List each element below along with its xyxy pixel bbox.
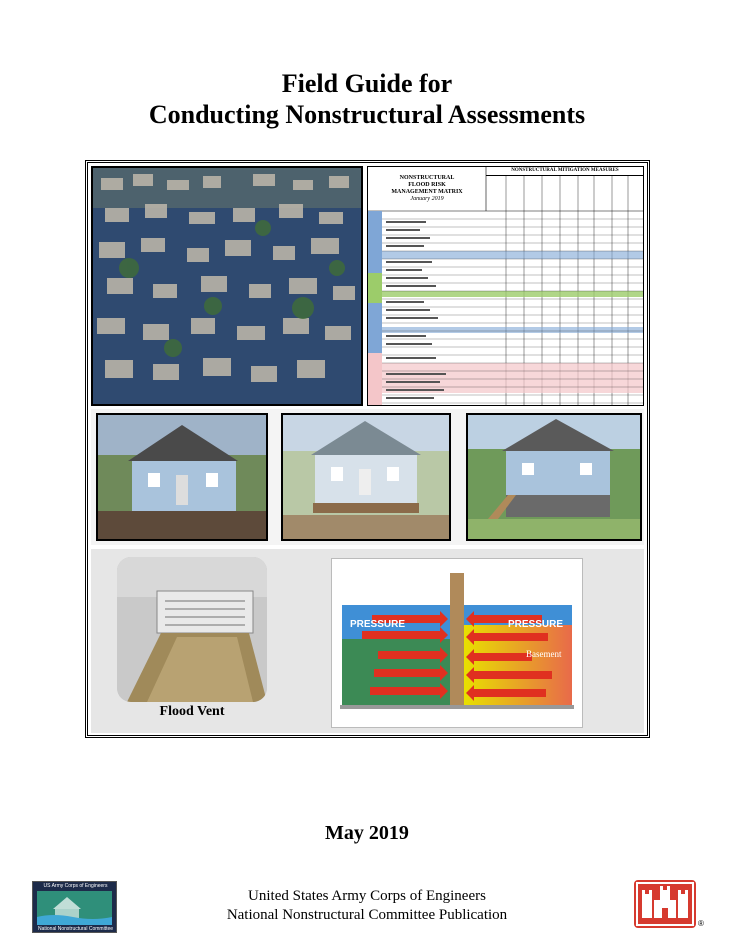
castle-icon-graphic xyxy=(634,880,696,928)
logo-left-top-text: US Army Corps of Engineers xyxy=(43,883,108,889)
matrix-title-line-3: MANAGEMENT MATRIX xyxy=(391,189,463,195)
publisher-line-2: National Nonstructural Committee Publication xyxy=(226,907,508,923)
logo-left-graphic xyxy=(33,889,116,929)
registered-mark: ® xyxy=(698,919,704,928)
house-photo-elevated xyxy=(281,413,451,541)
hydrostatic-pressure-diagram xyxy=(331,558,583,728)
pressure-label-right: PRESSURE xyxy=(508,619,564,630)
title-line-1: Field Guide for xyxy=(281,69,453,98)
house-photos-row xyxy=(91,409,644,545)
pressure-label-left: PRESSURE xyxy=(350,619,406,630)
matrix-header: NONSTRUCTURAL MITIGATION MEASURES xyxy=(486,167,644,176)
house-raised-graphic xyxy=(468,415,640,539)
pressure-diagram-graphic xyxy=(332,559,582,727)
matrix-title-line-4: January 2019 xyxy=(410,196,444,202)
publisher-line-1: United States Army Corps of Engineers xyxy=(248,888,486,904)
flooded-neighborhood-photo xyxy=(91,166,363,406)
title-line-2: Conducting Nonstructural Assessments xyxy=(148,100,586,129)
publication-date: May 2019 xyxy=(325,822,409,844)
flood-photo-graphic xyxy=(93,168,361,404)
cover-image-frame xyxy=(85,160,650,738)
house-photo-original xyxy=(96,413,268,541)
house-photo-raised-foundation xyxy=(466,413,642,541)
house-original-graphic xyxy=(98,415,266,539)
basement-label: Basement xyxy=(526,649,562,659)
matrix-title-line-1: NONSTRUCTURAL xyxy=(399,175,455,181)
logo-left-bottom-text: National Nonstructural Committee xyxy=(37,926,114,932)
matrix-title-line-2: FLOOD RISK xyxy=(408,182,446,188)
castle-icon xyxy=(634,880,696,928)
flood-vent-photo xyxy=(117,557,267,702)
national-nonstructural-committee-logo xyxy=(32,881,117,933)
house-elevated-graphic xyxy=(283,415,449,539)
top-image-row xyxy=(91,166,644,406)
bottom-figures-row xyxy=(91,549,644,733)
matrix-grid xyxy=(368,167,644,406)
risk-management-matrix xyxy=(367,166,644,406)
flood-vent-graphic xyxy=(117,557,267,702)
flood-vent-caption: Flood Vent xyxy=(159,704,225,719)
